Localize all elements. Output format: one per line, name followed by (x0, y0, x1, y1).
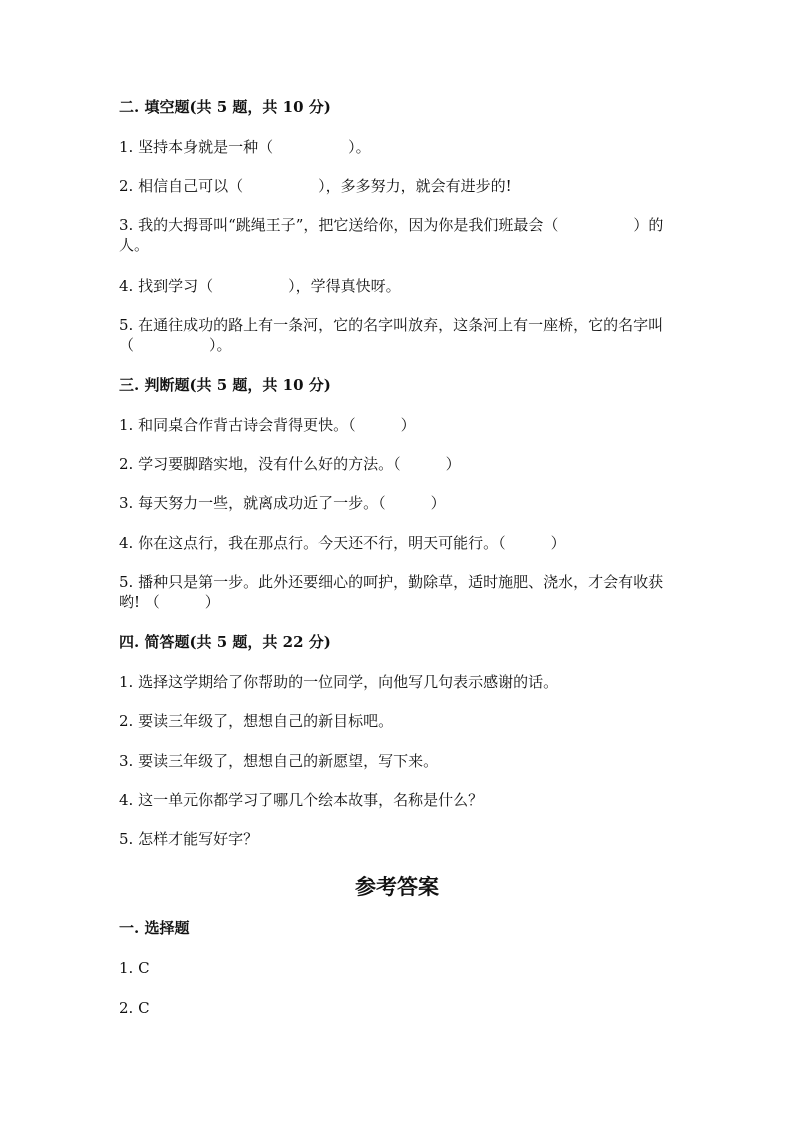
section-title-fill-in: 二. 填空题(共 5 题，共 10 分) (119, 98, 331, 116)
short-answer-question-3: 3. 要读三年级了，想想自己的新愿望，写下来。 (119, 752, 439, 770)
fill-in-question-5: 5. 在通往成功的路上有一条河，它的名字叫放弃，这条河上有一座桥，它的名字叫（ ）。 (119, 316, 664, 354)
section-title-short-answer: 四. 简答题(共 5 题，共 22 分) (119, 633, 331, 651)
section-title-true-false: 三. 判断题(共 5 题，共 10 分) (119, 376, 331, 394)
short-answer-question-4: 4. 这一单元你都学习了哪几个绘本故事，名称是什么？ (119, 791, 484, 809)
true-false-question-5: 5. 播种只是第一步。此外还要细心的呵护，勤除草，适时施肥、浇水，才会有收获哟! （ ） (119, 573, 664, 611)
answer-key-heading: 参考答案 (355, 874, 439, 899)
answer-section-title-choice: 一. 选择题 (119, 919, 190, 937)
fill-in-question-1: 1. 坚持本身就是一种（ ）。 (119, 138, 371, 156)
short-answer-question-2: 2. 要读三年级了，想想自己的新目标吧。 (119, 712, 394, 730)
answer-item-2: 2. C (119, 999, 150, 1017)
fill-in-question-3: 3. 我的大拇哥叫“跳绳王子”，把它送给你，因为你是我们班最会（ ）的人。 (119, 216, 664, 254)
true-false-question-2: 2. 学习要脚踏实地，没有什么好的方法。（ ） (119, 455, 461, 473)
fill-in-question-4: 4. 找到学习（ ），学得真快呀。 (119, 277, 401, 295)
short-answer-question-5: 5. 怎样才能写好字？ (119, 830, 259, 848)
fill-in-question-2: 2. 相信自己可以（ ），多多努力，就会有进步的! (119, 177, 512, 195)
answer-item-1: 1. C (119, 959, 150, 977)
short-answer-question-1: 1. 选择这学期给了你帮助的一位同学，向他写几句表示感谢的话。 (119, 673, 559, 691)
true-false-question-4: 4. 你在这点行，我在那点行。今天还不行，明天可能行。（ ） (119, 534, 566, 552)
true-false-question-1: 1. 和同桌合作背古诗会背得更快。（ ） (119, 416, 416, 434)
true-false-question-3: 3. 每天努力一些，就离成功近了一步。（ ） (119, 494, 446, 512)
